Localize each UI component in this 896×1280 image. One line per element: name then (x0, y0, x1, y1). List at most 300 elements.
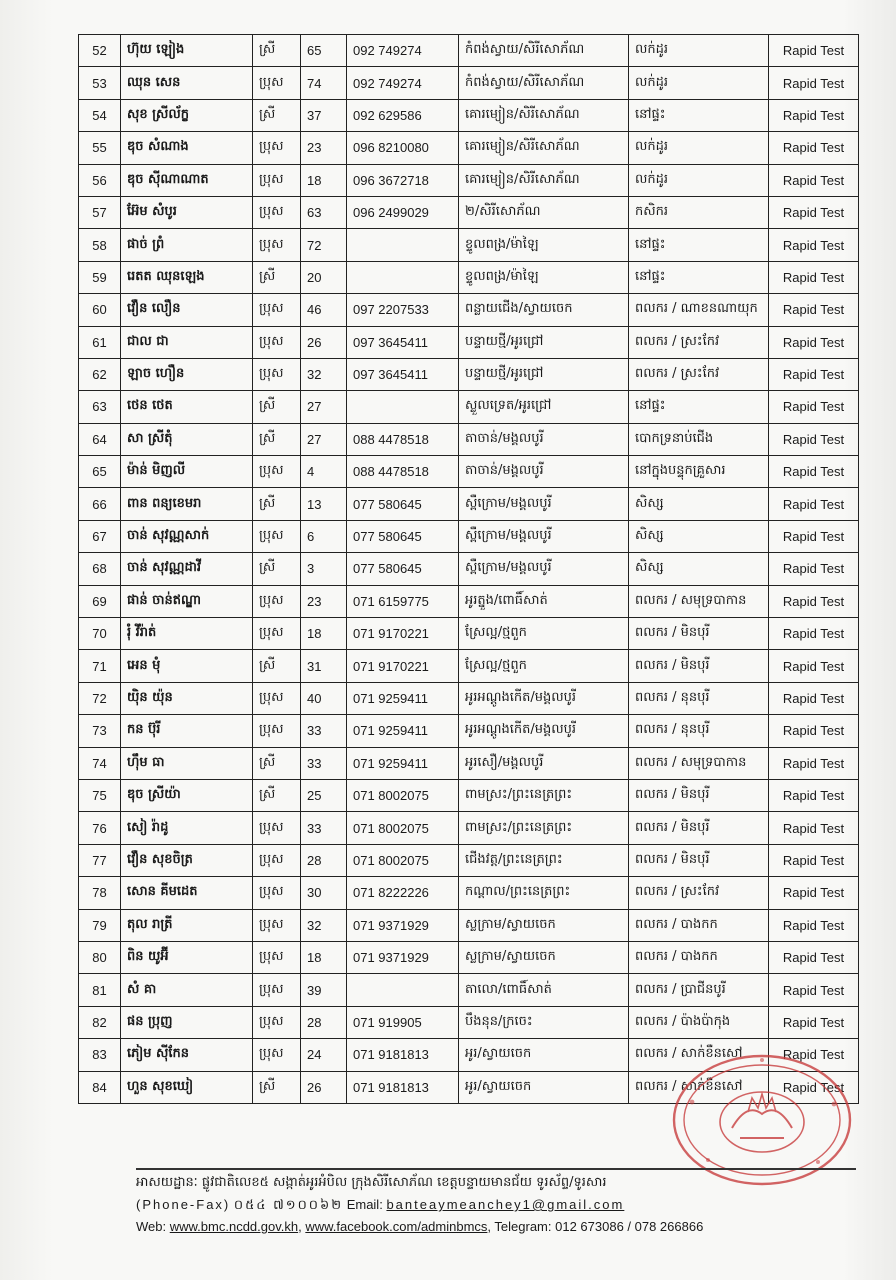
table-row (79, 294, 859, 326)
test-type: Rapid Test (769, 974, 859, 1006)
patient-sex: ស្រី (253, 99, 301, 131)
test-type: Rapid Test (769, 650, 859, 682)
table-row (79, 844, 859, 876)
patient-sex: ប្រុស (253, 456, 301, 488)
patient-sex: ស្រី (253, 261, 301, 293)
patient-name: វឿន លឿន (121, 294, 253, 326)
patient-name: ភៀម ស៊ីកែន (121, 1039, 253, 1071)
patient-name: ឌុច ស្រីយ៉ា (121, 779, 253, 811)
table-row (79, 326, 859, 358)
patient-age: 18 (301, 164, 347, 196)
patient-address: អូរ/ស្វាយចេក (459, 1039, 629, 1071)
table-row (79, 941, 859, 973)
patient-sex: ស្រី (253, 488, 301, 520)
patient-age: 18 (301, 941, 347, 973)
patient-name: ឌុច ស៊ីណាណាត (121, 164, 253, 196)
table-row (79, 261, 859, 293)
footer (136, 1172, 856, 1238)
web-label: Web: (136, 1219, 167, 1234)
test-type: Rapid Test (769, 67, 859, 99)
patient-sex: ប្រុស (253, 229, 301, 261)
test-type: Rapid Test (769, 99, 859, 131)
table-row (79, 909, 859, 941)
patient-occupation: នៅផ្ទះ (629, 229, 769, 261)
patient-occupation: លក់ដូរ (629, 35, 769, 67)
patient-sex: ប្រុស (253, 1006, 301, 1038)
table-row (79, 715, 859, 747)
patient-phone: 092 749274 (347, 35, 459, 67)
patient-sex: ស្រី (253, 650, 301, 682)
patient-address: បន្ទាយថ្មី/អូរជ្រៅ (459, 358, 629, 390)
patient-occupation: ពលករ / នុនបុរី (629, 715, 769, 747)
patient-phone: 071 9170221 (347, 618, 459, 650)
patient-sex: ប្រុស (253, 682, 301, 714)
patient-phone: 088 4478518 (347, 423, 459, 455)
row-number: 65 (79, 456, 121, 488)
patient-occupation: លក់ដូរ (629, 164, 769, 196)
patient-address: ជើងវត្ត/ព្រះនេត្រព្រះ (459, 844, 629, 876)
patient-name: ថេន ថេត (121, 391, 253, 423)
row-number: 76 (79, 812, 121, 844)
patient-age: 31 (301, 650, 347, 682)
test-type: Rapid Test (769, 812, 859, 844)
patient-address: តាចាន់/មង្គលបូរី (459, 456, 629, 488)
patient-occupation: កសិករ (629, 196, 769, 228)
patient-phone: 071 919905 (347, 1006, 459, 1038)
telegram-info: Telegram: 012 673086 / 078 266866 (494, 1219, 704, 1234)
patient-phone: 071 9170221 (347, 650, 459, 682)
patient-address: ស្ពឺក្រោម/មង្គលបូរី (459, 553, 629, 585)
table-row (79, 520, 859, 552)
patient-age: 30 (301, 877, 347, 909)
patient-name: សៀ រ៉ាដូ (121, 812, 253, 844)
patient-phone: 097 3645411 (347, 326, 459, 358)
patient-age: 26 (301, 326, 347, 358)
row-number: 74 (79, 747, 121, 779)
patient-age: 65 (301, 35, 347, 67)
patient-sex: ប្រុស (253, 909, 301, 941)
table-row (79, 132, 859, 164)
patient-phone: 088 4478518 (347, 456, 459, 488)
patient-address: ស្រែល្អ/ថ្មពួក (459, 618, 629, 650)
patient-age: 28 (301, 1006, 347, 1038)
patient-table (78, 34, 859, 1104)
patient-phone (347, 391, 459, 423)
test-type: Rapid Test (769, 520, 859, 552)
row-number: 53 (79, 67, 121, 99)
table-row (79, 1039, 859, 1071)
patient-sex: ប្រុស (253, 164, 301, 196)
row-number: 55 (79, 132, 121, 164)
row-number: 79 (79, 909, 121, 941)
patient-age: 37 (301, 99, 347, 131)
patient-sex: ប្រុស (253, 520, 301, 552)
patient-sex: ស្រី (253, 391, 301, 423)
row-number: 72 (79, 682, 121, 714)
test-type: Rapid Test (769, 358, 859, 390)
patient-occupation: សិស្ស (629, 488, 769, 520)
patient-address: គោរម្យៀន/សិរីសោភ័ណ (459, 164, 629, 196)
row-number: 73 (79, 715, 121, 747)
patient-name: សំ គា (121, 974, 253, 1006)
patient-name: អ៊ែម សំបូរ (121, 196, 253, 228)
patient-occupation: ពលករ / ប្រាជីនបូរី (629, 974, 769, 1006)
patient-sex: ស្រី (253, 779, 301, 811)
patient-age: 3 (301, 553, 347, 585)
footer-contact-line (136, 1194, 856, 1216)
test-type: Rapid Test (769, 196, 859, 228)
patient-phone: 097 3645411 (347, 358, 459, 390)
row-number: 66 (79, 488, 121, 520)
test-type: Rapid Test (769, 1071, 859, 1103)
patient-age: 27 (301, 423, 347, 455)
row-number: 60 (79, 294, 121, 326)
patient-name: ផាច់ ព្រំ (121, 229, 253, 261)
patient-address: គោរម្យៀន/សិរីសោភ័ណ (459, 99, 629, 131)
test-type: Rapid Test (769, 909, 859, 941)
patient-occupation: ពលករ / មិនបុរី (629, 650, 769, 682)
patient-occupation: ពលករ / មិនបុរី (629, 812, 769, 844)
patient-phone (347, 974, 459, 1006)
patient-age: 6 (301, 520, 347, 552)
patient-sex: ស្រី (253, 747, 301, 779)
patient-address: ខ្ទូលពង្រ/ម៉ាឡៃ (459, 261, 629, 293)
patient-name: កន ប៊ុរី (121, 715, 253, 747)
patient-occupation: ពលករ / សាក់ខឺនសៅ (629, 1071, 769, 1103)
facebook-link[interactable]: www.facebook.com/adminbmcs (305, 1219, 488, 1234)
patient-occupation: ពលករ / សមុទ្របាកាន (629, 747, 769, 779)
patient-address: តាចាន់/មង្គលបូរី (459, 423, 629, 455)
patient-phone: 097 2207533 (347, 294, 459, 326)
table-row (79, 99, 859, 131)
test-type: Rapid Test (769, 682, 859, 714)
patient-phone: 071 9259411 (347, 747, 459, 779)
patient-occupation: ពលករ / បាងកក (629, 909, 769, 941)
email-link[interactable]: banteaymeanchey1@gmail.com (386, 1197, 625, 1212)
patient-phone: 077 580645 (347, 488, 459, 520)
patient-sex: ប្រុស (253, 132, 301, 164)
table-row (79, 812, 859, 844)
patient-phone: 071 9181813 (347, 1039, 459, 1071)
patient-age: 24 (301, 1039, 347, 1071)
test-type: Rapid Test (769, 585, 859, 617)
patient-address: ស្លក្រាម/ស្វាយចេក (459, 941, 629, 973)
patient-age: 23 (301, 585, 347, 617)
patient-name: ផាន់ ចាន់ឥណ្ឌា (121, 585, 253, 617)
patient-phone: 071 9181813 (347, 1071, 459, 1103)
patient-phone: 071 9371929 (347, 909, 459, 941)
patient-name: ឡាច ហឿន (121, 358, 253, 390)
patient-phone: 092 749274 (347, 67, 459, 99)
email-label: Email: (346, 1197, 383, 1212)
patient-name: តុល រាត្រី (121, 909, 253, 941)
patient-occupation: ពលករ / បាងកក (629, 941, 769, 973)
phone-fax-value: ០៥៤ ៧១០០៦២ (233, 1197, 344, 1212)
row-number: 82 (79, 1006, 121, 1038)
table-row (79, 779, 859, 811)
patient-sex: ប្រុស (253, 974, 301, 1006)
patient-address: អូរអណ្តូងកើត/មង្គលបូរី (459, 682, 629, 714)
patient-occupation: ពលករ / ណាខនណាយុក (629, 294, 769, 326)
patient-age: 18 (301, 618, 347, 650)
patient-age: 25 (301, 779, 347, 811)
test-type: Rapid Test (769, 488, 859, 520)
patient-address: ស្លក្រាម/ស្វាយចេក (459, 909, 629, 941)
table-row (79, 67, 859, 99)
patient-phone: 071 8002075 (347, 812, 459, 844)
patient-address: តាលោ/ពោធិ៍សាត់ (459, 974, 629, 1006)
row-number: 80 (79, 941, 121, 973)
patient-phone: 092 629586 (347, 99, 459, 131)
patient-occupation: សិស្ស (629, 553, 769, 585)
patient-address: បឹងនុន/ក្រចេះ (459, 1006, 629, 1038)
row-number: 59 (79, 261, 121, 293)
patient-age: 46 (301, 294, 347, 326)
table-row (79, 1071, 859, 1103)
table-row (79, 229, 859, 261)
patient-occupation: ពលករ / មិនបុរី (629, 779, 769, 811)
patient-phone: 071 8002075 (347, 844, 459, 876)
table-row (79, 553, 859, 585)
table-row (79, 423, 859, 455)
patient-address: ពាមស្រះ/ព្រះនេត្រព្រះ (459, 812, 629, 844)
patient-occupation: ពលករ / ស្រះកែវ (629, 358, 769, 390)
patient-sex: ប្រុស (253, 844, 301, 876)
patient-address: ពាមស្រះ/ព្រះនេត្រព្រះ (459, 779, 629, 811)
patient-address: ស្ពឺក្រោម/មង្គលបូរី (459, 488, 629, 520)
patient-age: 72 (301, 229, 347, 261)
patient-address: អូរ/ស្វាយចេក (459, 1071, 629, 1103)
patient-age: 4 (301, 456, 347, 488)
patient-phone: 071 9371929 (347, 941, 459, 973)
row-number: 63 (79, 391, 121, 423)
patient-name: ចាន់ សុវណ្ណសាក់ (121, 520, 253, 552)
patient-age: 40 (301, 682, 347, 714)
patient-occupation: ពលករ / ស្រះកែវ (629, 326, 769, 358)
patient-name: សា ស្រីតុំ (121, 423, 253, 455)
footer-divider (136, 1168, 856, 1170)
patient-age: 28 (301, 844, 347, 876)
patient-phone: 077 580645 (347, 520, 459, 552)
row-number: 52 (79, 35, 121, 67)
footer-web-line: Web: www.bmc.ncdd.gov.kh, www.facebook.com/adminbmcs, Telegram: 012 673086 / 078 266866 (136, 1219, 704, 1234)
patient-age: 23 (301, 132, 347, 164)
table-row (79, 618, 859, 650)
patient-age: 27 (301, 391, 347, 423)
patient-name: អេន មុំ (121, 650, 253, 682)
patient-occupation: ពលករ / នុនបុរី (629, 682, 769, 714)
patient-age: 33 (301, 747, 347, 779)
patient-name: ហួន សុខឃៀ (121, 1071, 253, 1103)
patient-name: ជាល ជា (121, 326, 253, 358)
patient-occupation: ពលករ / សាក់ខឺនសៅ (629, 1039, 769, 1071)
patient-age: 20 (301, 261, 347, 293)
row-number: 67 (79, 520, 121, 552)
patient-occupation: ពលករ / ស្រះកែវ (629, 877, 769, 909)
table-body (79, 35, 859, 1104)
row-number: 83 (79, 1039, 121, 1071)
table-row (79, 682, 859, 714)
test-type: Rapid Test (769, 553, 859, 585)
test-type: Rapid Test (769, 747, 859, 779)
table-row (79, 488, 859, 520)
patient-sex: ប្រុស (253, 67, 301, 99)
patient-name: សុខ ស្រីល័ក្ខ (121, 99, 253, 131)
test-type: Rapid Test (769, 391, 859, 423)
phone-fax-label: (Phone-Fax) (136, 1197, 231, 1212)
test-type: Rapid Test (769, 844, 859, 876)
table-row (79, 974, 859, 1006)
patient-phone (347, 229, 459, 261)
test-type: Rapid Test (769, 326, 859, 358)
patient-phone: 071 6159775 (347, 585, 459, 617)
row-number: 81 (79, 974, 121, 1006)
website-link[interactable]: www.bmc.ncdd.gov.kh (169, 1219, 299, 1234)
patient-name: រេតត ឈុនឡេង (121, 261, 253, 293)
table-row (79, 35, 859, 67)
patient-address: កំពង់ស្វាយ/សិរីសោភ័ណ (459, 67, 629, 99)
test-type: Rapid Test (769, 261, 859, 293)
patient-address: កំពង់ស្វាយ/សិរីសោភ័ណ (459, 35, 629, 67)
table-row (79, 164, 859, 196)
row-number: 58 (79, 229, 121, 261)
test-type: Rapid Test (769, 35, 859, 67)
patient-sex: ប្រុស (253, 941, 301, 973)
row-number: 78 (79, 877, 121, 909)
footer-address: អាសយដ្ឋានៈ ផ្លូវជាតិលេខ៥ សង្កាត់អូរអំបិល ក្រុងសិរីសោភ័ណ ខេត្តបន្ទាយមានជ័យ ទូរស័ព្ទ/ទូរសារ (136, 1175, 607, 1190)
patient-occupation: ពលករ / មិនបុរី (629, 618, 769, 650)
patient-phone (347, 261, 459, 293)
patient-phone: 071 8002075 (347, 779, 459, 811)
patient-age: 33 (301, 715, 347, 747)
patient-phone: 071 8222226 (347, 877, 459, 909)
patient-age: 63 (301, 196, 347, 228)
patient-name: ពិន យូអ៊ី (121, 941, 253, 973)
patient-phone: 071 9259411 (347, 715, 459, 747)
patient-sex: ស្រី (253, 1071, 301, 1103)
patient-name: យ៉ិន យ៉ុន (121, 682, 253, 714)
row-number: 54 (79, 99, 121, 131)
patient-address: កណ្តាល/ព្រះនេត្រព្រះ (459, 877, 629, 909)
table-row (79, 747, 859, 779)
patient-age: 26 (301, 1071, 347, 1103)
test-type: Rapid Test (769, 941, 859, 973)
test-type: Rapid Test (769, 1039, 859, 1071)
row-number: 68 (79, 553, 121, 585)
test-type: Rapid Test (769, 229, 859, 261)
patient-age: 32 (301, 909, 347, 941)
patient-name: ពាន ពន្យខេមរា (121, 488, 253, 520)
test-type: Rapid Test (769, 618, 859, 650)
patient-phone: 096 2499029 (347, 196, 459, 228)
patient-name: ចាន់ សុវណ្ណដាវី (121, 553, 253, 585)
table-row (79, 196, 859, 228)
row-number: 84 (79, 1071, 121, 1103)
patient-address: ពន្លាយជើង/ស្វាយចេក (459, 294, 629, 326)
test-type: Rapid Test (769, 132, 859, 164)
patient-occupation: នៅផ្ទះ (629, 99, 769, 131)
patient-occupation: បោកទ្រនាប់ជើង (629, 423, 769, 455)
table-row (79, 358, 859, 390)
patient-occupation: សិស្ស (629, 520, 769, 552)
test-type: Rapid Test (769, 1006, 859, 1038)
test-type: Rapid Test (769, 715, 859, 747)
row-number: 71 (79, 650, 121, 682)
row-number: 70 (79, 618, 121, 650)
test-type: Rapid Test (769, 779, 859, 811)
patient-address: បន្ទាយថ្មី/អូរជ្រៅ (459, 326, 629, 358)
patient-age: 32 (301, 358, 347, 390)
row-number: 61 (79, 326, 121, 358)
patient-occupation: លក់ដូរ (629, 67, 769, 99)
row-number: 75 (79, 779, 121, 811)
patient-phone: 096 3672718 (347, 164, 459, 196)
patient-name: ឈុន សេន (121, 67, 253, 99)
patient-address: ស្លួលទ្រេត/អូរជ្រៅ (459, 391, 629, 423)
table-row (79, 456, 859, 488)
row-number: 56 (79, 164, 121, 196)
row-number: 57 (79, 196, 121, 228)
patient-occupation: នៅផ្ទះ (629, 261, 769, 293)
patient-address: ២/សិរីសោភ័ណ (459, 196, 629, 228)
patient-sex: ប្រុស (253, 1039, 301, 1071)
patient-name: វឿន សុខចិត្រ (121, 844, 253, 876)
patient-occupation: លក់ដូរ (629, 132, 769, 164)
test-type: Rapid Test (769, 164, 859, 196)
patient-address: ស្រែល្អ/ថ្មពួក (459, 650, 629, 682)
patient-occupation: ពលករ / សមុទ្របាកាន (629, 585, 769, 617)
row-number: 62 (79, 358, 121, 390)
table-row (79, 877, 859, 909)
patient-occupation: ពលករ / មិនបុរី (629, 844, 769, 876)
patient-phone: 077 580645 (347, 553, 459, 585)
patient-occupation: ពលករ / ប៉ាងប៉ាកុង (629, 1006, 769, 1038)
table-row (79, 650, 859, 682)
patient-address: គោរម្យៀន/សិរីសោភ័ណ (459, 132, 629, 164)
patient-sex: ប្រុស (253, 294, 301, 326)
test-type: Rapid Test (769, 423, 859, 455)
patient-name: ហ៊ឹម ធា (121, 747, 253, 779)
patient-occupation: នៅក្នុងបន្ទុកគ្រួសារ (629, 456, 769, 488)
patient-address: អូរសឿ/មង្គលបូរី (459, 747, 629, 779)
patient-sex: ស្រី (253, 553, 301, 585)
patient-sex: ប្រុស (253, 358, 301, 390)
patient-name: ផន ប្រុញ (121, 1006, 253, 1038)
patient-address: អូរត្នួង/ពោធិ៍សាត់ (459, 585, 629, 617)
patient-sex: ប្រុស (253, 877, 301, 909)
patient-age: 74 (301, 67, 347, 99)
row-number: 69 (79, 585, 121, 617)
patient-sex: ប្រុស (253, 812, 301, 844)
patient-name: ឌុច សំណាង (121, 132, 253, 164)
table-row (79, 391, 859, 423)
patient-address: ខ្ទូលពង្រ/ម៉ាឡៃ (459, 229, 629, 261)
patient-name: ម៉ាន់ មិញលី (121, 456, 253, 488)
row-number: 77 (79, 844, 121, 876)
table-row (79, 585, 859, 617)
patient-phone: 071 9259411 (347, 682, 459, 714)
patient-sex: ស្រី (253, 423, 301, 455)
patient-age: 33 (301, 812, 347, 844)
patient-sex: ប្រុស (253, 196, 301, 228)
row-number: 64 (79, 423, 121, 455)
patient-sex: ស្រី (253, 35, 301, 67)
patient-sex: ប្រុស (253, 715, 301, 747)
patient-sex: ប្រុស (253, 326, 301, 358)
patient-phone: 096 8210080 (347, 132, 459, 164)
patient-sex: ប្រុស (253, 618, 301, 650)
patient-sex: ប្រុស (253, 585, 301, 617)
